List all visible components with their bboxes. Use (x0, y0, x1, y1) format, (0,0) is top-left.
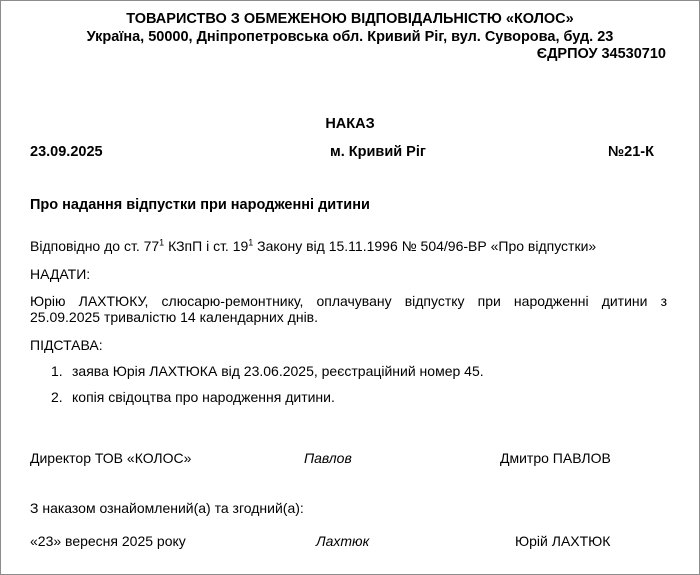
grounds-heading: ПІДСТАВА: (30, 337, 103, 353)
order-number: №21-К (608, 144, 654, 160)
list-item: заява Юрія ЛАХТЮКА від 23.06.2025, реєстраційний номер 45. (72, 363, 484, 379)
company-name: ТОВАРИСТВО З ОБМЕЖЕНОЮ ВІДПОВІДАЛЬНІСТЮ «КОЛОС» (126, 11, 574, 27)
company-code: ЄДРПОУ 34530710 (536, 46, 666, 62)
list-item-number: 2. (51, 389, 63, 405)
order-date: 23.09.2025 (30, 144, 103, 160)
document-title: НАКАЗ (325, 116, 375, 132)
signer-signature: Павлов (304, 450, 352, 466)
signer-name: Дмитро ПАВЛОВ (500, 450, 611, 466)
acknowledgement-text: З наказом ознайомлений(а) та згодний(а): (30, 500, 304, 516)
grant-text: Юрію ЛАХТЮКУ, слюсарю-ремонтнику, оплачувану відпустку при народженні дитини з 25.09.2025 тривалістю 14 календарних днів. (30, 293, 667, 325)
list-item: копія свідоцтва про народження дитини. (72, 389, 335, 405)
employee-signature: Лахтюк (316, 533, 370, 549)
grant-heading: НАДАТИ: (30, 266, 91, 282)
acknowledgement-date: «23» вересня 2025 року (30, 533, 186, 549)
list-item-number: 1. (51, 363, 63, 379)
company-address: Україна, 50000, Дніпропетровська обл. Кривий Ріг, вул. Суворова, буд. 23 (86, 29, 614, 45)
employee-name: Юрій ЛАХТЮК (515, 533, 611, 549)
legal-basis: Відповідно до ст. $77^1$ КЗпП і ст. $19^1$ Закону від 15.11.1996 № 504/96-ВР «Про відпустки» (30, 237, 597, 254)
order-city: м. Кривий Ріг (330, 144, 426, 160)
order-subject: Про надання відпустки при народженні дитини (30, 197, 370, 213)
signer-position: Директор ТОВ «КОЛОС» (30, 450, 192, 466)
